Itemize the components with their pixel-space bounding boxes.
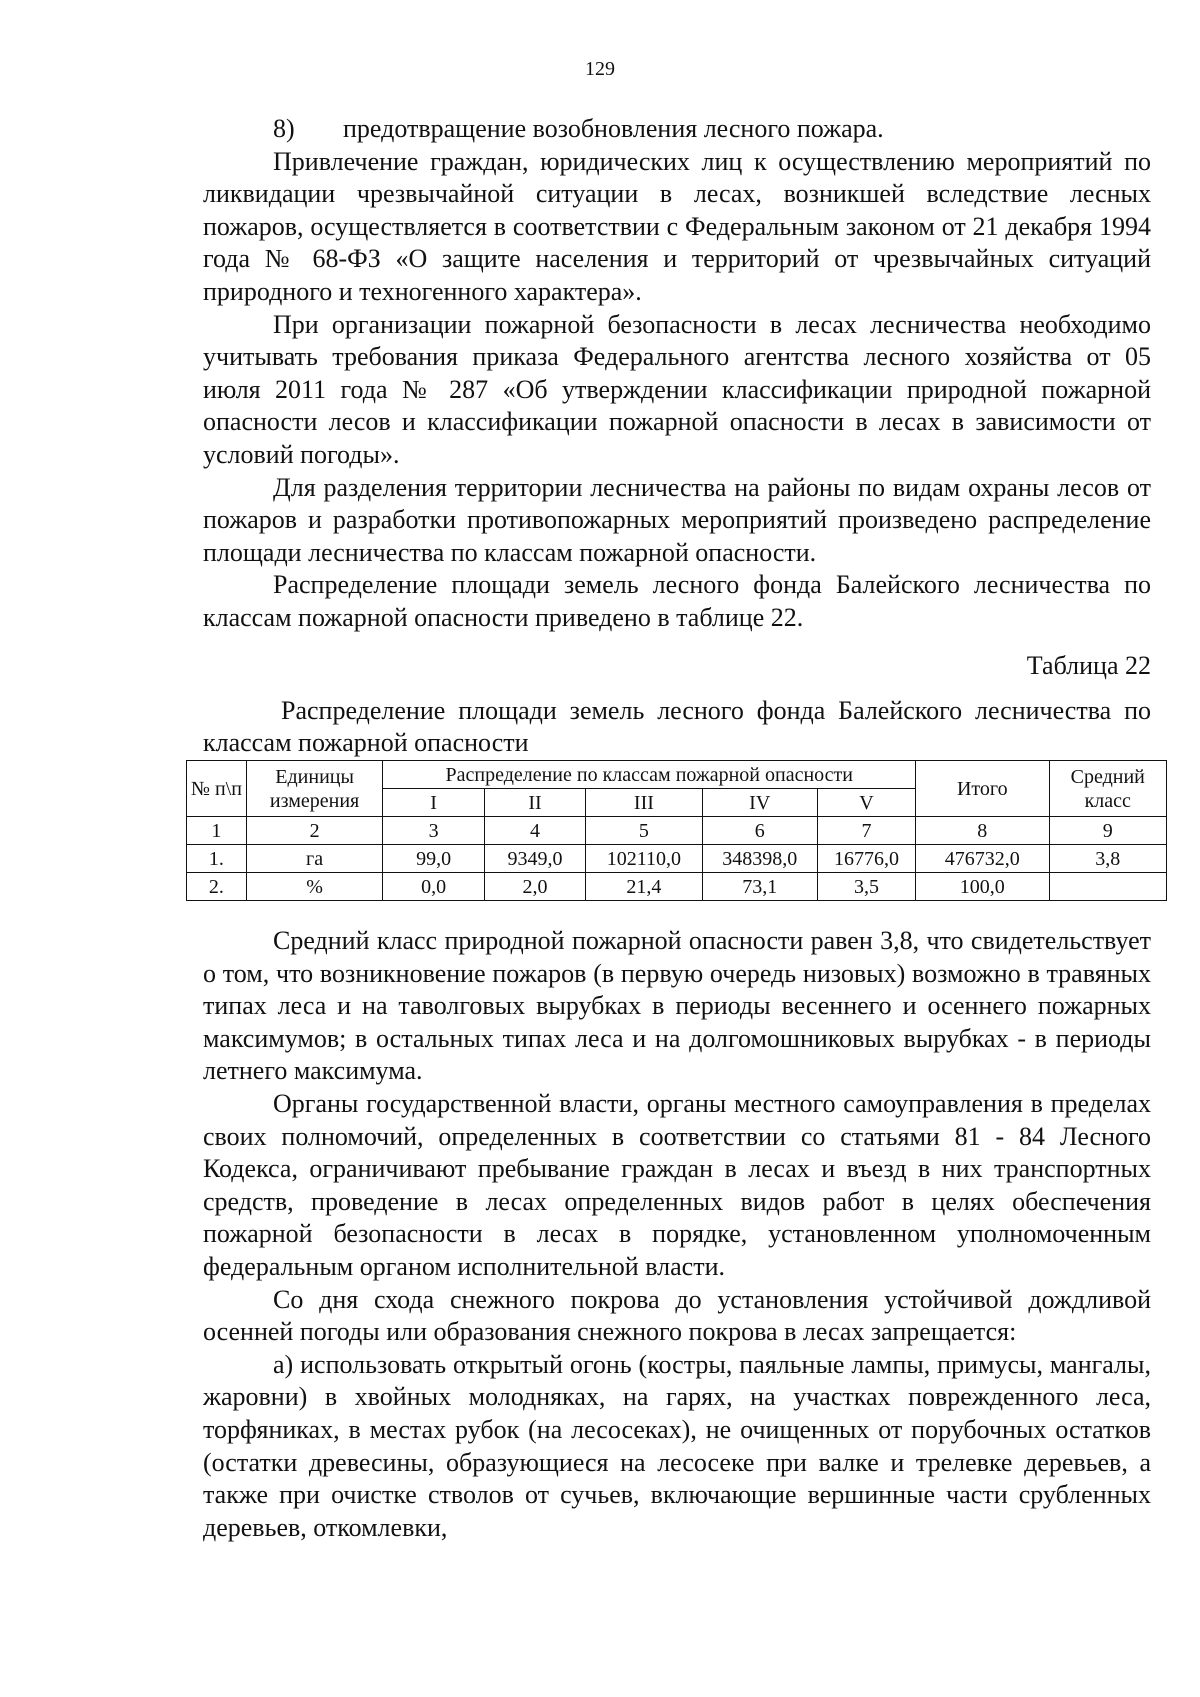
table-cell: 16776,0: [817, 845, 915, 873]
table-cell: 3: [383, 817, 484, 845]
table-title: Распределение площади земель лесного фонда Балейского лесничества по классам пожарной опасности: [203, 696, 1151, 758]
table-cell: 1: [187, 817, 247, 845]
table-cell: 2.: [187, 873, 247, 901]
header-class: IV: [702, 789, 817, 817]
paragraph: Средний класс природной пожарной опасности равен 3,8, что свидетельствует о том, что возникновение пожаров (в первую очередь низовых) возможно в травяных типах леса и на таволговых вырубках в периоды весеннего и осеннего пожарных максимумов; в остальных типах леса и на долгомошниковых вырубках - в периоды летнего максимума.: [203, 926, 1151, 1086]
page-number: 129: [585, 58, 615, 80]
table-cell: 9349,0: [484, 845, 585, 873]
header-class: II: [484, 789, 585, 817]
header-units: Единицы измерения: [246, 761, 383, 817]
table-cell: %: [246, 873, 383, 901]
paragraph: Распределение площади земель лесного фонда Балейского лесничества по классам пожарной опасности приведено в таблице 22.: [203, 570, 1151, 632]
table-header-row: [187, 761, 1167, 789]
header-num: № п\п: [187, 761, 247, 817]
table-cell: 0,0: [383, 873, 484, 901]
table-cell: 3,5: [817, 873, 915, 901]
table-label: Таблица 22: [1026, 650, 1151, 680]
table-row: [187, 845, 1167, 873]
header-distribution: Распределение по классам пожарной опасности: [383, 761, 916, 789]
list-item: [203, 113, 1151, 146]
table-cell: 348398,0: [702, 845, 817, 873]
table-cell: 73,1: [702, 873, 817, 901]
paragraph: а) использовать открытый огонь (костры, паяльные лампы, примусы, мангалы, жаровни) в хвойных молодняках, на гарях, на участках поврежденного леса, торфяниках, в местах рубок (на лесосеках), не очищенных от порубочных остатков (остатки древесины, образующиеся на лесосеке при валке и трелевке деревьев, а также при очистке стволов от сучьев, включающие вершинные части срубленных деревьев, откомлевки,: [203, 1349, 1151, 1542]
table-cell: 2: [246, 817, 383, 845]
fire-danger-table: [186, 760, 1167, 901]
header-class: I: [383, 789, 484, 817]
paragraph: Органы государственной власти, органы местного самоуправления в пределах своих полномочий, определенных в соответствии со статьями 81 - 84 Лесного Кодекса, ограничивают пребывание граждан в лесах и въезд в них транспортных средств, проведение в лесах определенных видов работ в целях обеспечения пожарной безопасности в лесах в порядке, установленном уполномоченным федеральным органом исполнительной власти.: [203, 1088, 1151, 1281]
table-cell: 100,0: [916, 873, 1049, 901]
table-index-row: [187, 817, 1167, 845]
paragraph: Для разделения территории лесничества на районы по видам охраны лесов от пожаров и разработки противопожарных мероприятий произведено распределение площади лесничества по классам пожарной опасности.: [203, 472, 1151, 567]
header-avg: Средний класс: [1049, 761, 1166, 817]
table-row: [187, 873, 1167, 901]
list-item-text: предотвращение возобновления лесного пожара.: [343, 114, 884, 143]
document-body-bottom: [203, 925, 1151, 1544]
table-cell: 2,0: [484, 873, 585, 901]
header-total: Итого: [916, 761, 1049, 817]
table-cell: 9: [1049, 817, 1166, 845]
table-cell: 8: [916, 817, 1049, 845]
document-body-top: [203, 113, 1151, 759]
table-cell: 21,4: [586, 873, 702, 901]
paragraph: При организации пожарной безопасности в лесах лесничества необходимо учитывать требования приказа Федерального агентства лесного хозяйства от 05 июля 2011 года № 287 «Об утверждении классификации природной пожарной опасности лесов и классификации пожарной опасности в лесах в зависимости от условий погоды».: [203, 309, 1151, 469]
paragraph: Привлечение граждан, юридических лиц к осуществлению мероприятий по ликвидации чрезвычайной ситуации в лесах, возникшей вследствие лесных пожаров, осуществляется в соответствии с Федеральным законом от 21 декабря 1994 года № 68-ФЗ «О защите населения и территорий от чрезвычайных ситуаций природного и техногенного характера».: [203, 146, 1151, 306]
table-cell: [1049, 873, 1166, 901]
table-cell: 3,8: [1049, 845, 1166, 873]
table-cell: 6: [702, 817, 817, 845]
table-cell: 1.: [187, 845, 247, 873]
header-class: V: [817, 789, 915, 817]
table-cell: га: [246, 845, 383, 873]
header-class: III: [586, 789, 702, 817]
table-cell: 4: [484, 817, 585, 845]
table-cell: 5: [586, 817, 702, 845]
table-cell: 102110,0: [586, 845, 702, 873]
table-cell: 476732,0: [916, 845, 1049, 873]
list-number: 8): [273, 114, 295, 143]
paragraph: Со дня схода снежного покрова до установления устойчивой дождливой осенней погоды или образования снежного покрова в лесах запрещается:: [203, 1284, 1151, 1347]
table-cell: 7: [817, 817, 915, 845]
table-cell: 99,0: [383, 845, 484, 873]
